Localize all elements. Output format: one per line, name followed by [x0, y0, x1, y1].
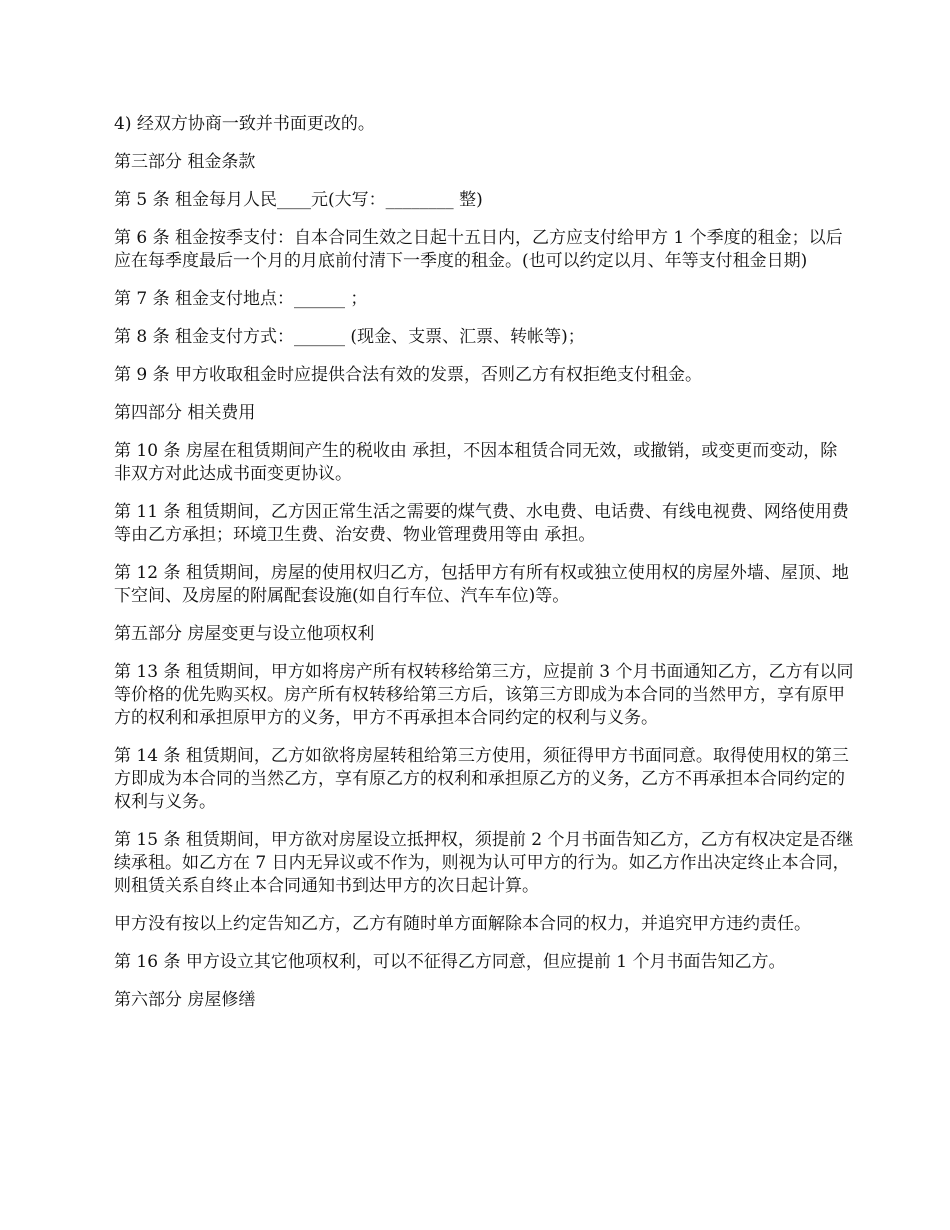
article-9-invoice: 第 9 条 甲方收取租金时应提供合法有效的发票，否则乙方有权拒绝支付租金。 [114, 365, 703, 385]
section-heading-property-changes: 第五部分 房屋变更与设立他项权利 [114, 624, 375, 644]
clause-item-4-amended-by-agreement: 4) 经双方协商一致并书面更改的。 [114, 114, 375, 134]
section-heading-related-fees: 第四部分 相关费用 [114, 403, 256, 423]
article-11-utility-fees: 第 11 条 租赁期间，乙方因正常生活之需要的煤气费、水电费、电话费、有线电视费、网络使用费等由乙方承担；环境卫生费、治安费、物业管理费用等由 承担。 [114, 502, 849, 545]
clause-unilateral-termination: 甲方没有按以上约定告知乙方，乙方有随时单方面解除本合同的权力，并追究甲方违约责任。 [114, 914, 811, 934]
article-6-quarterly-payment: 第 6 条 租金按季支付：自本合同生效之日起十五日内，乙方应支付给甲方 1 个季度的租金；以后应在每季度最后一个月的月底前付清下一季度的租金。(也可以约定以月、年等支付租金日期) [114, 228, 843, 271]
article-10-taxes: 第 10 条 房屋在租赁期间产生的税收由 承担，不因本租赁合同无效，或撤销，或变更而变动，除非双方对此达成书面变更协议。 [114, 441, 838, 484]
article-14-sublease: 第 14 条 租赁期间，乙方如欲将房屋转租给第三方使用，须征得甲方书面同意。取得使用权的第三方即成为本合同的当然乙方，享有原乙方的权利和承担原乙方的义务，乙方不再承担本合同约定的权利与义务。 [114, 746, 849, 812]
section-heading-repairs: 第六部分 房屋修缮 [114, 990, 256, 1010]
article-5-monthly-rent: 第 5 条 租金每月人民____元(大写：________ 整) [114, 190, 483, 210]
article-13-ownership-transfer: 第 13 条 租赁期间，甲方如将房产所有权转移给第三方，应提前 3 个月书面通知乙方，乙方有以同等价格的优先购买权。房产所有权转移给第三方后，该第三方即成为本合同的当然甲方，享有原甲方的权利和承担原甲方的义务，甲方不再承担本合同约定的权利与义务。 [114, 662, 854, 728]
article-15-mortgage: 第 15 条 租赁期间，甲方欲对房屋设立抵押权，须提前 2 个月书面告知乙方，乙方有权决定是否继续承租。如乙方在 7 日内无异议或不作为，则视为认可甲方的行为。如乙方作出决定终止本合同，则租赁关系自终止本合同通知书到达甲方的次日起计算。 [114, 830, 854, 896]
article-8-payment-method: 第 8 条 租金支付方式：______ (现金、支票、汇票、转帐等)； [114, 327, 585, 347]
section-heading-rent-terms: 第三部分 租金条款 [114, 152, 256, 172]
document-body [114, 113, 854, 1027]
article-12-usage-rights: 第 12 条 租赁期间，房屋的使用权归乙方，包括甲方有所有权或独立使用权的房屋外墙、屋顶、地下空间、及房屋的附属配套设施(如自行车位、汽车车位)等。 [114, 563, 849, 606]
article-16-other-rights: 第 16 条 甲方设立其它他项权利，可以不征得乙方同意，但应提前 1 个月书面告知乙方。 [114, 952, 786, 972]
article-7-payment-location: 第 7 条 租金支付地点：______ ； [114, 289, 368, 309]
